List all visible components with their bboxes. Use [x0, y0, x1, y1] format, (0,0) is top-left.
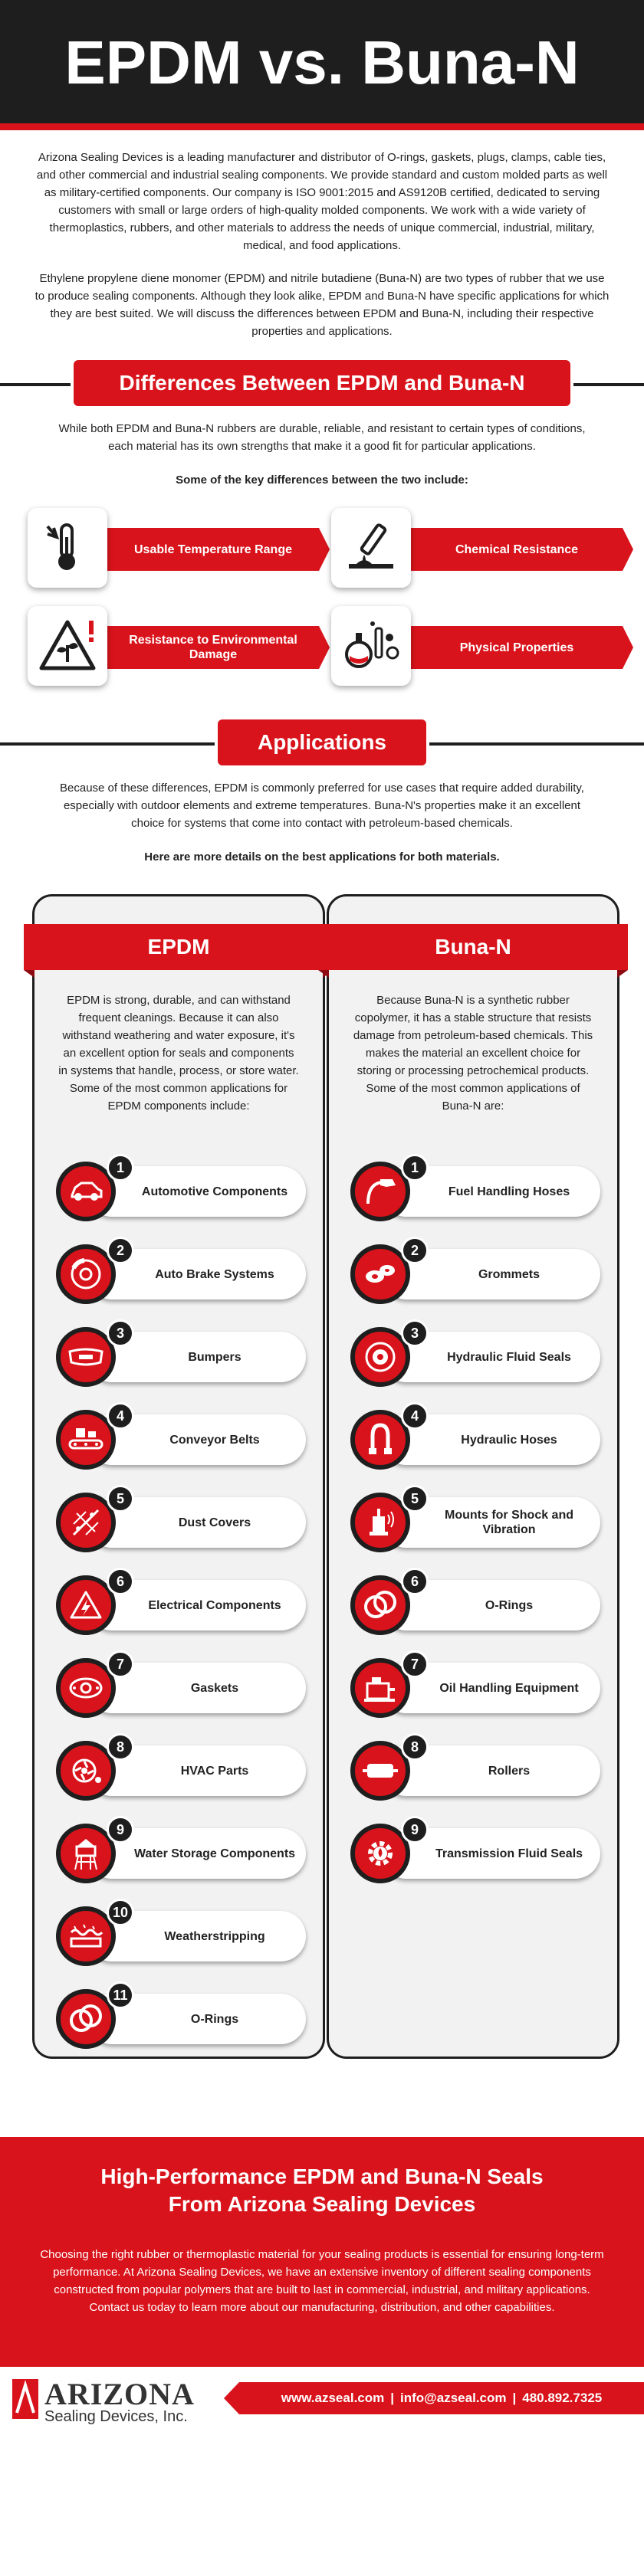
item-label: Water Storage Components: [87, 1828, 306, 1879]
list-item: [338, 1232, 608, 1315]
lab-flask-icon: [331, 606, 411, 686]
warning-plant-icon: [28, 606, 107, 686]
item-number: 6: [107, 1568, 134, 1595]
list-item: [44, 1315, 314, 1398]
applications-banner-row: [0, 715, 644, 770]
item-number: 5: [107, 1485, 134, 1512]
epdm-application-list: [44, 1149, 314, 2060]
item-number: 10: [107, 1899, 134, 1926]
list-item: [338, 1315, 608, 1398]
item-number: 8: [401, 1733, 429, 1761]
footer-heading: [0, 2137, 644, 2218]
item-number: 1: [401, 1154, 429, 1181]
difference-label: Physical Properties: [402, 626, 623, 669]
item-number: 4: [107, 1402, 134, 1430]
differences-grid: [0, 502, 644, 709]
footer-section: [0, 2137, 644, 2367]
bunan-column: [327, 894, 619, 2059]
website-link[interactable]: www.azseal.com: [281, 2391, 385, 2405]
item-label: Weatherstripping: [87, 1911, 306, 1961]
list-item: [44, 1480, 314, 1563]
item-label: Bumpers: [87, 1332, 306, 1382]
epdm-column-title: EPDM: [24, 924, 334, 970]
difference-label: Resistance to Environmental Damage: [98, 626, 319, 669]
item-number: 5: [401, 1485, 429, 1512]
company-logo-subtitle: Sealing Devices, Inc.: [44, 2408, 188, 2425]
item-number: 4: [401, 1402, 429, 1430]
list-item: [44, 1811, 314, 1894]
list-item: [338, 1480, 608, 1563]
list-item: [44, 1563, 314, 1646]
applications-lead: Here are more details on the best applications for both materials.: [144, 850, 500, 864]
header-stripe: [0, 123, 644, 130]
difference-item: [28, 508, 327, 592]
epdm-description: EPDM is strong, durable, and can withstand frequent cleanings. Because it can also withstand weathering and water exposure, it's an excellent option for seals and components in systems that handle, process, or store water. Some of the most common applications for EPDM components include:: [58, 994, 299, 1113]
item-number: 1: [107, 1154, 134, 1181]
item-label: Hydraulic Fluid Seals: [381, 1332, 600, 1382]
bunan-column-title: Buna-N: [318, 924, 628, 970]
item-number: 2: [107, 1237, 134, 1264]
bottom-bar: [0, 2367, 644, 2431]
item-number: 2: [401, 1237, 429, 1264]
item-number: 7: [401, 1650, 429, 1678]
separator: |: [512, 2391, 517, 2405]
bunan-description: Because Buna-N is a synthetic rubber copolymer, it has a stable structure that resists damage from petroleum-based chemicals. This makes the material an excellent choice for storing or processing petrochemical products. Some of the most common applications of Buna-N are:: [353, 994, 593, 1113]
list-item: [338, 1149, 608, 1232]
intro-section: [0, 130, 644, 340]
difference-item: [331, 508, 630, 592]
intro-paragraph-2: Ethylene propylene diene monomer (EPDM) and nitrile butadiene (Buna-N) are two types of rubber that we use to produce sealing components. Although they look alike, EPDM and Buna-N have specific applications for which they are best suited. We will discuss the differences between EPDM and Buna-N, including their respective properties and applications.: [34, 272, 610, 338]
thermometer-icon: [28, 508, 107, 588]
applications-heading: Applications: [218, 719, 426, 765]
item-label: HVAC Parts: [87, 1745, 306, 1796]
item-number: 3: [107, 1319, 134, 1347]
item-number: 7: [107, 1650, 134, 1678]
contact-bar: [239, 2382, 644, 2414]
difference-label: Usable Temperature Range: [98, 528, 319, 571]
intro-paragraph-1: Arizona Sealing Devices is a leading manufacturer and distributor of O-rings, gaskets, plugs, clamps, cable ties, and other commercial and industrial sealing components. We provide standard and custom molded parts as well as military-certified components. Our company is ISO 9001:2015 and AS9120B certified, dedicated to serving customers with small or large orders of high-quality molded components. We work with a wide variety of thermoplastics, rubbers, and other materials to address the needs of unique commercial, industrial, military, medical, and food applications.: [36, 151, 608, 252]
item-label: Oil Handling Equipment: [381, 1663, 600, 1713]
separator: |: [390, 2391, 395, 2405]
list-item: [44, 1398, 314, 1480]
difference-item: [331, 606, 630, 690]
item-label: Transmission Fluid Seals: [381, 1828, 600, 1879]
page-header: [0, 0, 644, 130]
company-logo-icon: [11, 2378, 40, 2420]
footer-heading-line-1: High-Performance EPDM and Buna-N Seals: [100, 2165, 544, 2188]
differences-heading: Differences Between EPDM and Buna-N: [74, 360, 570, 406]
item-number: 11: [107, 1981, 134, 2009]
list-item: [44, 1977, 314, 2060]
item-label: Rollers: [381, 1745, 600, 1796]
item-number: 9: [107, 1816, 134, 1844]
item-label: Gaskets: [87, 1663, 306, 1713]
footer-text: Choosing the right rubber or thermoplastic material for your sealing products is essential for ensuring long-term performance. At Arizona Sealing Devices, we have an extensive inventory of different sealing components constructed from popular polymers that are built to last in commercial, industrial, and military applications. Contact us today to learn more about our manufacturing, distribution, and other capabilities.: [40, 2248, 604, 2314]
list-item: [338, 1646, 608, 1729]
item-label: Automotive Components: [87, 1166, 306, 1217]
differences-lead: Some of the key differences between the two include:: [176, 474, 468, 487]
applications-text: Because of these differences, EPDM is commonly preferred for use cases that require added durability, especially with outdoor elements and extreme temperatures. Buna-N's properties make it an excellent choice for systems that come into contact with petroleum-based chemicals.: [60, 782, 584, 830]
item-label: Mounts for Shock and Vibration: [381, 1497, 600, 1548]
item-label: Grommets: [381, 1249, 600, 1299]
applications-columns: [0, 894, 644, 2059]
company-logo-name: ARIZONA: [44, 2377, 195, 2411]
footer-heading-line-2: From Arizona Sealing Devices: [168, 2192, 476, 2216]
item-label: Electrical Components: [87, 1580, 306, 1630]
item-number: 3: [401, 1319, 429, 1347]
differences-banner-row: [0, 356, 644, 411]
difference-item: [28, 606, 327, 690]
bunan-application-list: [338, 1149, 608, 1894]
item-number: 8: [107, 1733, 134, 1761]
list-item: [338, 1398, 608, 1480]
item-label: O-Rings: [87, 1994, 306, 2044]
list-item: [338, 1729, 608, 1811]
chemical-drop-icon: [331, 508, 411, 588]
phone-number[interactable]: 480.892.7325: [522, 2391, 603, 2405]
item-label: Hydraulic Hoses: [381, 1414, 600, 1465]
list-item: [44, 1149, 314, 1232]
item-label: Conveyor Belts: [87, 1414, 306, 1465]
item-label: Auto Brake Systems: [87, 1249, 306, 1299]
list-item: [44, 1232, 314, 1315]
item-number: 6: [401, 1568, 429, 1595]
item-number: 9: [401, 1816, 429, 1844]
list-item: [44, 1646, 314, 1729]
differences-text: While both EPDM and Buna-N rubbers are durable, reliable, and resistant to certain types of conditions, each material has its own strengths that make it a good fit for particular applications.: [58, 422, 586, 453]
difference-label: Chemical Resistance: [402, 528, 623, 571]
list-item: [44, 1894, 314, 1977]
list-item: [338, 1563, 608, 1646]
page-title: EPDM vs. Buna-N: [64, 28, 580, 97]
item-label: Fuel Handling Hoses: [381, 1166, 600, 1217]
item-label: Dust Covers: [87, 1497, 306, 1548]
epdm-column: [32, 894, 325, 2059]
list-item: [338, 1811, 608, 1894]
item-label: O-Rings: [381, 1580, 600, 1630]
list-item: [44, 1729, 314, 1811]
email-link[interactable]: info@azseal.com: [400, 2391, 507, 2405]
